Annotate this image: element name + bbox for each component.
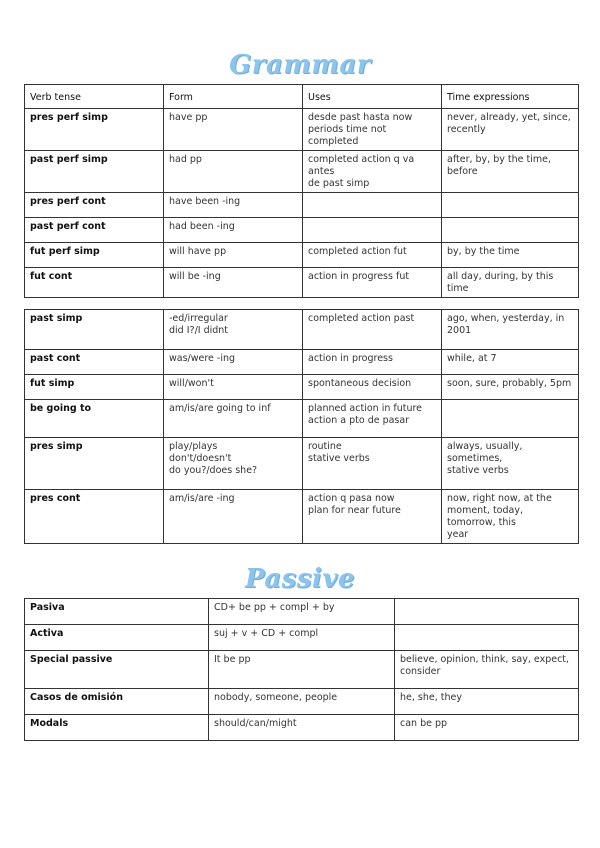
row-label-cell: be going to <box>25 400 164 438</box>
table-row <box>25 375 579 400</box>
table-cell: will have pp <box>164 243 303 268</box>
table-row <box>25 438 579 490</box>
table-cell: now, right now, at the moment, today, tomorrow, this year <box>442 490 579 544</box>
row-label-cell: pres perf cont <box>25 193 164 218</box>
table-cell: had been -ing <box>164 218 303 243</box>
table-cell <box>395 599 579 625</box>
table-cell <box>442 400 579 438</box>
passive-table <box>24 598 579 741</box>
header-uses: Uses <box>303 85 442 109</box>
table-row <box>25 599 579 625</box>
table-cell: was/were -ing <box>164 350 303 375</box>
table-cell: completed action q va antes de past simp <box>303 151 442 193</box>
grammar-heading: Grammar <box>229 50 371 80</box>
table-cell: desde past hasta now periods time not completed <box>303 109 442 151</box>
table-cell: by, by the time <box>442 243 579 268</box>
table-row <box>25 689 579 715</box>
table-row <box>25 151 579 193</box>
table-row <box>25 268 579 298</box>
table-cell: believe, opinion, think, say, expect, consider <box>395 651 579 689</box>
table-row <box>25 625 579 651</box>
row-label-cell: pres cont <box>25 490 164 544</box>
row-label-cell: Pasiva <box>25 599 209 625</box>
table-row <box>25 715 579 741</box>
table-cell: action q pasa now plan for near future <box>303 490 442 544</box>
row-label-cell: past perf cont <box>25 218 164 243</box>
table-row <box>25 109 579 151</box>
table-cell: completed action fut <box>303 243 442 268</box>
grammar-table-perfect-tenses <box>24 84 579 298</box>
table-row <box>25 310 579 350</box>
table-cell <box>442 218 579 243</box>
table-cell: had pp <box>164 151 303 193</box>
table-cell: play/plays don't/doesn't do you?/does she? <box>164 438 303 490</box>
header-form: Form <box>164 85 303 109</box>
table-cell: nobody, someone, people <box>209 689 395 715</box>
table-cell: -ed/irregular did I?/I didnt <box>164 310 303 350</box>
table-row <box>25 400 579 438</box>
table-row <box>25 193 579 218</box>
table-cell: should/can/might <box>209 715 395 741</box>
table-cell: action in progress <box>303 350 442 375</box>
table-cell: always, usually, sometimes, stative verbs <box>442 438 579 490</box>
table-cell: can be pp <box>395 715 579 741</box>
header-verb-tense: Verb tense <box>25 85 164 109</box>
table-cell: spontaneous decision <box>303 375 442 400</box>
table-cell: will/won't <box>164 375 303 400</box>
table-cell: ago, when, yesterday, in 2001 <box>442 310 579 350</box>
table-row <box>25 218 579 243</box>
table-cell <box>303 193 442 218</box>
table-cell: am/is/are going to inf <box>164 400 303 438</box>
row-label-cell: fut cont <box>25 268 164 298</box>
table-cell: all day, during, by this time <box>442 268 579 298</box>
table-cell: will be -ing <box>164 268 303 298</box>
row-label-cell: fut perf simp <box>25 243 164 268</box>
grammar-table-simple-tenses <box>24 309 579 544</box>
table-cell <box>395 625 579 651</box>
row-label-cell: past perf simp <box>25 151 164 193</box>
passive-heading: Passive <box>244 564 355 594</box>
row-label-cell: Special passive <box>25 651 209 689</box>
table-cell: after, by, by the time, before <box>442 151 579 193</box>
table-row <box>25 243 579 268</box>
table-cell <box>442 193 579 218</box>
table-cell: soon, sure, probably, 5pm <box>442 375 579 400</box>
table-cell: action in progress fut <box>303 268 442 298</box>
table-cell: have pp <box>164 109 303 151</box>
table-cell: am/is/are -ing <box>164 490 303 544</box>
table-cell: he, she, they <box>395 689 579 715</box>
row-label-cell: Activa <box>25 625 209 651</box>
table-cell: suj + v + CD + compl <box>209 625 395 651</box>
table-cell: have been -ing <box>164 193 303 218</box>
table-cell: It be pp <box>209 651 395 689</box>
row-label-cell: pres perf simp <box>25 109 164 151</box>
row-label-cell: Modals <box>25 715 209 741</box>
table-cell: CD+ be pp + compl + by <box>209 599 395 625</box>
row-label-cell: past cont <box>25 350 164 375</box>
table-row <box>25 350 579 375</box>
table-cell: completed action past <box>303 310 442 350</box>
row-label-cell: past simp <box>25 310 164 350</box>
table-row <box>25 490 579 544</box>
table-cell: never, already, yet, since, recently <box>442 109 579 151</box>
table-cell: planned action in future action a pto de pasar <box>303 400 442 438</box>
row-label-cell: fut simp <box>25 375 164 400</box>
header-time-expressions: Time expressions <box>442 85 579 109</box>
table-row <box>25 651 579 689</box>
table-cell: routine stative verbs <box>303 438 442 490</box>
row-label-cell: Casos de omisión <box>25 689 209 715</box>
row-label-cell: pres simp <box>25 438 164 490</box>
table-cell <box>303 218 442 243</box>
table-cell: while, at 7 <box>442 350 579 375</box>
